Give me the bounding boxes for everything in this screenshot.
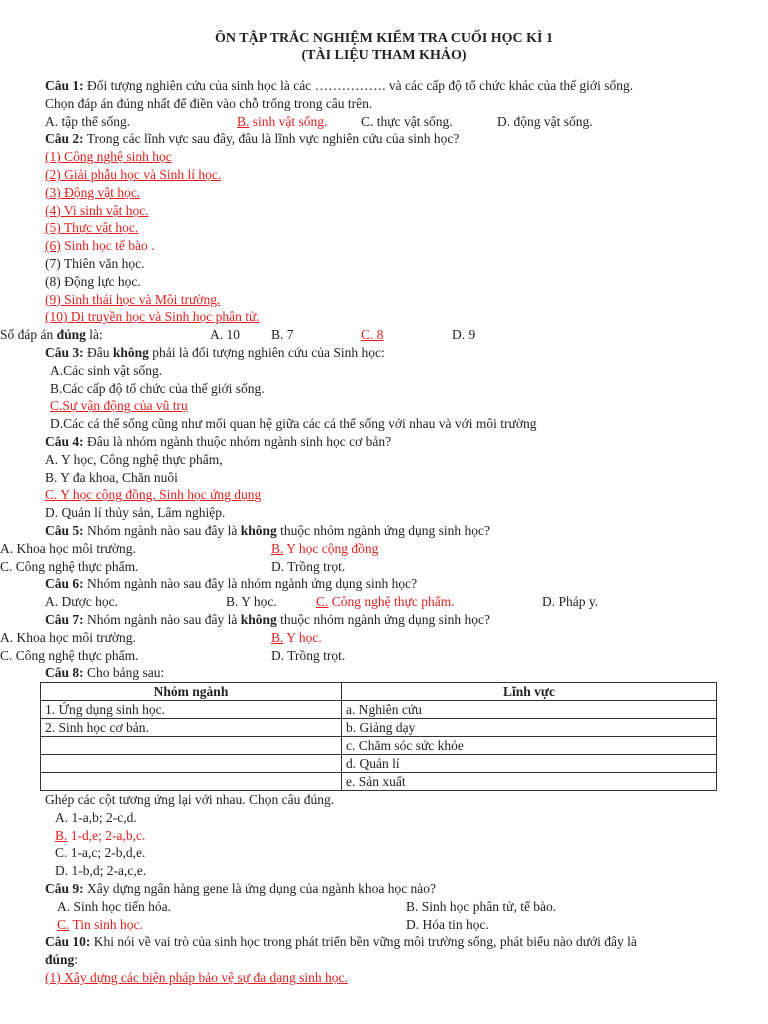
q9-options-ab	[0, 898, 768, 916]
table-cell: c. Chăm sóc sức khỏe	[342, 737, 717, 755]
q4-option-d: D. Quản lí thủy sản, Lâm nghiệp.	[45, 505, 226, 521]
table-cell: b. Giảng dạy	[342, 719, 717, 737]
table-row	[41, 737, 717, 755]
q6-option-d: D. Pháp y.	[542, 594, 599, 610]
q7-option-d: D. Trồng trọt.	[271, 647, 346, 663]
q1-option-d: D. động vật sống.	[497, 113, 593, 129]
q2-label: Câu 2:	[45, 131, 84, 147]
q8-label: Câu 8:	[45, 665, 84, 681]
q8-option-d: D. 1-b,d; 2-a,c,e.	[55, 863, 147, 879]
q7-option-c: C. Công nghệ thực phẩm.	[0, 647, 139, 663]
q8-option-c: C. 1-a,c; 2-b,d,e.	[55, 845, 146, 861]
q6-option-a: A. Dược học.	[45, 594, 118, 610]
q9-options-cd	[0, 916, 768, 934]
q10-stem-2: đúng:	[45, 952, 79, 968]
q9-option-a: A. Sinh học tiến hóa.	[57, 898, 171, 914]
q5-option-a: A. Khoa học môi trường.	[0, 540, 136, 556]
q1-stem	[0, 77, 768, 95]
q2-count-label: Số đáp án đúng là:	[0, 327, 103, 343]
table-cell	[41, 755, 342, 773]
table-cell: a. Nghiên cứu	[342, 701, 717, 719]
doc-title: ÔN TẬP TRẮC NGHIỆM KIỂM TRA CUỐI HỌC KÌ 1	[215, 31, 553, 46]
table-row	[41, 701, 717, 719]
q5-label: Câu 5:	[45, 522, 84, 538]
q9-label: Câu 9:	[45, 881, 84, 897]
q7-option-a: A. Khoa học môi trường.	[0, 629, 136, 645]
table-header-cell: Lĩnh vực	[342, 683, 717, 701]
q2-item-3: (3) Động vật học.	[45, 184, 141, 200]
q2-item-9: (9) Sinh thái học và Môi trường.	[45, 291, 221, 307]
q2-item-10: (10) Di truyền học và Sinh học phân tử.	[45, 309, 260, 325]
q4-option-b: B. Y đa khoa, Chăn nuôi	[45, 469, 178, 485]
q7-stem: Câu 7: Nhóm ngành nào sau đây là không thuộc nhóm ngành ứng dụng sinh học?	[45, 611, 490, 627]
q1-option-a: A. tập thể sống.	[45, 113, 131, 129]
q4-stem: Câu 4: Đâu là nhóm ngành thuộc nhóm ngành sinh học cơ bản?	[45, 433, 392, 449]
q2-option-a: A. 10	[210, 327, 240, 343]
table-row	[41, 719, 717, 737]
table-cell	[41, 737, 342, 755]
q2-item-7: (7) Thiên văn học.	[45, 255, 145, 271]
q8-table	[40, 682, 717, 791]
q6-option-c: C. Công nghệ thực phẩm.	[316, 594, 455, 610]
table-cell: 1. Ứng dụng sinh học.	[41, 701, 342, 719]
q2-item-5: (5) Thực vật học.	[45, 220, 139, 236]
q1-stem-2: Chọn đáp án đúng nhất để điền vào chỗ trống trong câu trên.	[45, 95, 373, 111]
q5-options-ab	[0, 540, 768, 558]
table-header-cell: Nhóm ngành	[41, 683, 342, 701]
q3-stem: Câu 3: Đâu không phải là đối tượng nghiên cứu của Sinh học:	[45, 344, 385, 360]
q3-option-b: B.Các cấp độ tổ chức của thế giới sống.	[50, 380, 265, 396]
q8-option-b: B. 1-d,e; 2-a,b,c.	[55, 827, 146, 843]
q9-stem: Câu 9: Xây dựng ngân hàng gene là ứng dụng của ngành khoa học nào?	[45, 881, 437, 897]
q8-instruction: Ghép các cột tương ứng lại với nhau. Chọn câu đúng.	[45, 792, 335, 808]
q6-option-b: B. Y học.	[226, 594, 277, 610]
table-cell: 2. Sinh học cơ bản.	[41, 719, 342, 737]
q3-label: Câu 3:	[45, 344, 84, 360]
q2-item-4: (4) Vi sinh vật học.	[45, 202, 149, 218]
q7-option-b: B. Y học.	[271, 629, 322, 645]
q2-stem: Câu 2: Trong các lĩnh vực sau đây, đâu là lĩnh vực nghiên cứu của sinh học?	[45, 131, 460, 147]
q9-option-b: B. Sinh học phân tử, tế bào.	[406, 898, 557, 914]
q1-text: Đối tượng nghiên cứu của sinh học là các ……………. và các cấp độ tổ chức khác của thế giới sống.	[83, 78, 634, 93]
q1-option-b: B. sinh vật sống.	[237, 113, 328, 129]
q10-item-1: (1) Xây dựng các biện pháp bảo vệ sự đa dạng sinh học.	[45, 970, 348, 986]
q3-option-a: A.Các sinh vật sống.	[50, 362, 163, 378]
q1-options	[0, 113, 768, 131]
q5-option-b: B. Y học cộng đồng	[271, 540, 379, 556]
q7-label: Câu 7:	[45, 611, 84, 627]
table-row	[41, 755, 717, 773]
q8-option-a: A. 1-a,b; 2-c,d.	[55, 809, 137, 825]
q1-label: Câu 1:	[45, 78, 84, 93]
table-row	[41, 773, 717, 791]
table-cell: e. Sản xuất	[342, 773, 717, 791]
q7-options-ab	[0, 629, 768, 647]
q2-item-1: (1) Công nghệ sinh học	[45, 149, 172, 165]
q4-label: Câu 4:	[45, 433, 84, 449]
q2-option-b: B. 7	[271, 327, 294, 343]
q2-option-c: C. 8	[361, 327, 384, 343]
table-header-row	[41, 683, 717, 701]
q2-options	[0, 326, 768, 344]
q2-option-d: D. 9	[452, 327, 476, 343]
q6-label: Câu 6:	[45, 576, 84, 592]
q9-option-d: D. Hóa tin học.	[406, 916, 489, 932]
q4-option-c: C. Y học cộng đồng, Sinh học ứng dụng	[45, 487, 262, 503]
q8-stem: Câu 8: Cho bảng sau:	[45, 665, 165, 681]
q2-item-2: (2) Giải phẫu học và Sinh lí học.	[45, 166, 222, 182]
q4-option-a: A. Y học, Công nghệ thực phẩm,	[45, 451, 223, 467]
q5-option-d: D. Trồng trọt.	[271, 558, 346, 574]
q10-stem: Câu 10: Khi nói về vai trò của sinh học trong phát triển bền vững môi trường sống, phát biểu nào dưới đây là	[45, 934, 637, 950]
q6-options	[0, 593, 768, 611]
q6-stem: Câu 6: Nhóm ngành nào sau đây là nhóm ngành ứng dụng sinh học?	[45, 576, 418, 592]
q2-item-6: (6) Sinh học tế bào .	[45, 238, 155, 254]
q5-option-c: C. Công nghệ thực phẩm.	[0, 558, 139, 574]
q7-options-cd	[0, 647, 768, 665]
q3-option-d: D.Các cá thể sống cũng như mối quan hệ giữa các cá thể sống với nhau và với môi trường	[50, 416, 537, 432]
q9-option-c: C. Tin sinh học.	[57, 916, 143, 932]
q3-option-c: C.Sự vận động của vũ trụ	[50, 398, 188, 414]
table-cell: d. Quản lí	[342, 755, 717, 773]
q1-option-c: C. thực vật sống.	[361, 113, 453, 129]
q5-stem: Câu 5: Nhóm ngành nào sau đây là không thuộc nhóm ngành ứng dụng sinh học?	[45, 522, 490, 538]
q2-item-8: (8) Động lực học.	[45, 273, 141, 289]
table-cell	[41, 773, 342, 791]
q5-options-cd	[0, 558, 768, 576]
doc-subtitle: (TÀI LIỆU THAM KHẢO)	[301, 48, 467, 63]
q10-label: Câu 10:	[45, 934, 91, 950]
